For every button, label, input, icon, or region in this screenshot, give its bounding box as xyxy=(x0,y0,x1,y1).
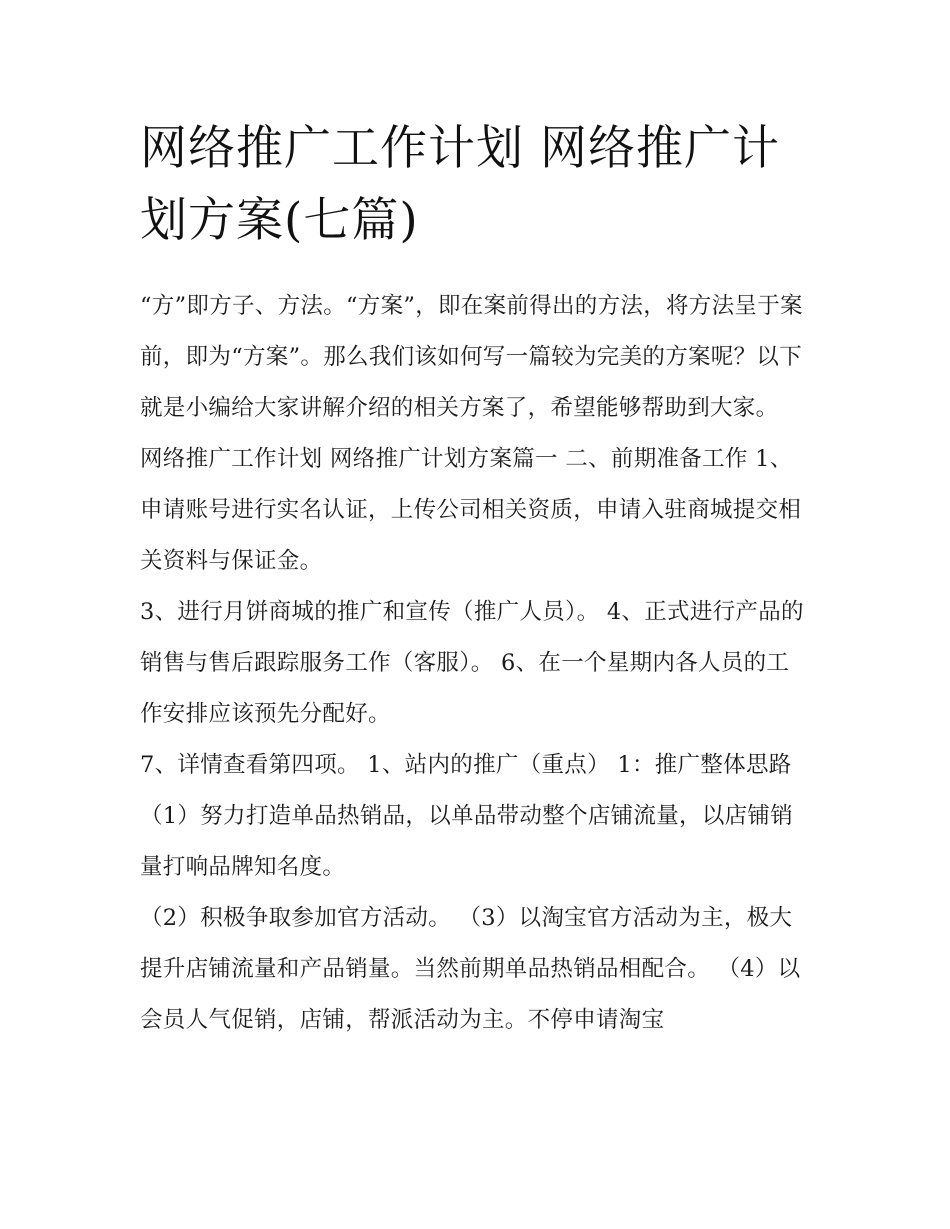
document-title: 网络推广工作计划 网络推广计划方案(七篇) xyxy=(140,121,780,248)
paragraph-promotion-strategy: 7、详情查看第四项。 1、站内的推广（重点） 1：推广整体思路 （1）努力打造单品热销品，以单品带动整个店铺流量，以店铺销量打响品牌知名度。 xyxy=(140,752,794,880)
paragraph-official-activities: （2）积极争取参加官方活动。 （3）以淘宝官方活动为主，极大提升店铺流量和产品销量。当然前期单品热销品相配合。 （4）以会员人气促销，店铺，帮派活动为主。不停申请淘宝 xyxy=(140,905,801,1033)
document-body xyxy=(140,281,812,1046)
paragraph-intro: “方”即方子、方法。“方案”，即在案前得出的方法，将方法呈于案前，即为“方案”。那么我们该如何写一篇较为完美的方案呢？以下就是小编给大家讲解介绍的相关方案了，希望能够帮助到大家。 xyxy=(140,293,803,421)
paragraph-promotion-steps: 3、进行月饼商城的推广和宣传（推广人员）。 4、正式进行产品的销售与售后跟踪服务工作（客服）。 6、在一个星期内各人员的工作安排应该预先分配好。 xyxy=(140,599,804,727)
paragraph-preparation: 网络推广工作计划 网络推广计划方案篇一 二、前期准备工作 1、申请账号进行实名认证，上传公司相关资质，申请入驻商城提交相关资料与保证金。 xyxy=(140,446,802,574)
